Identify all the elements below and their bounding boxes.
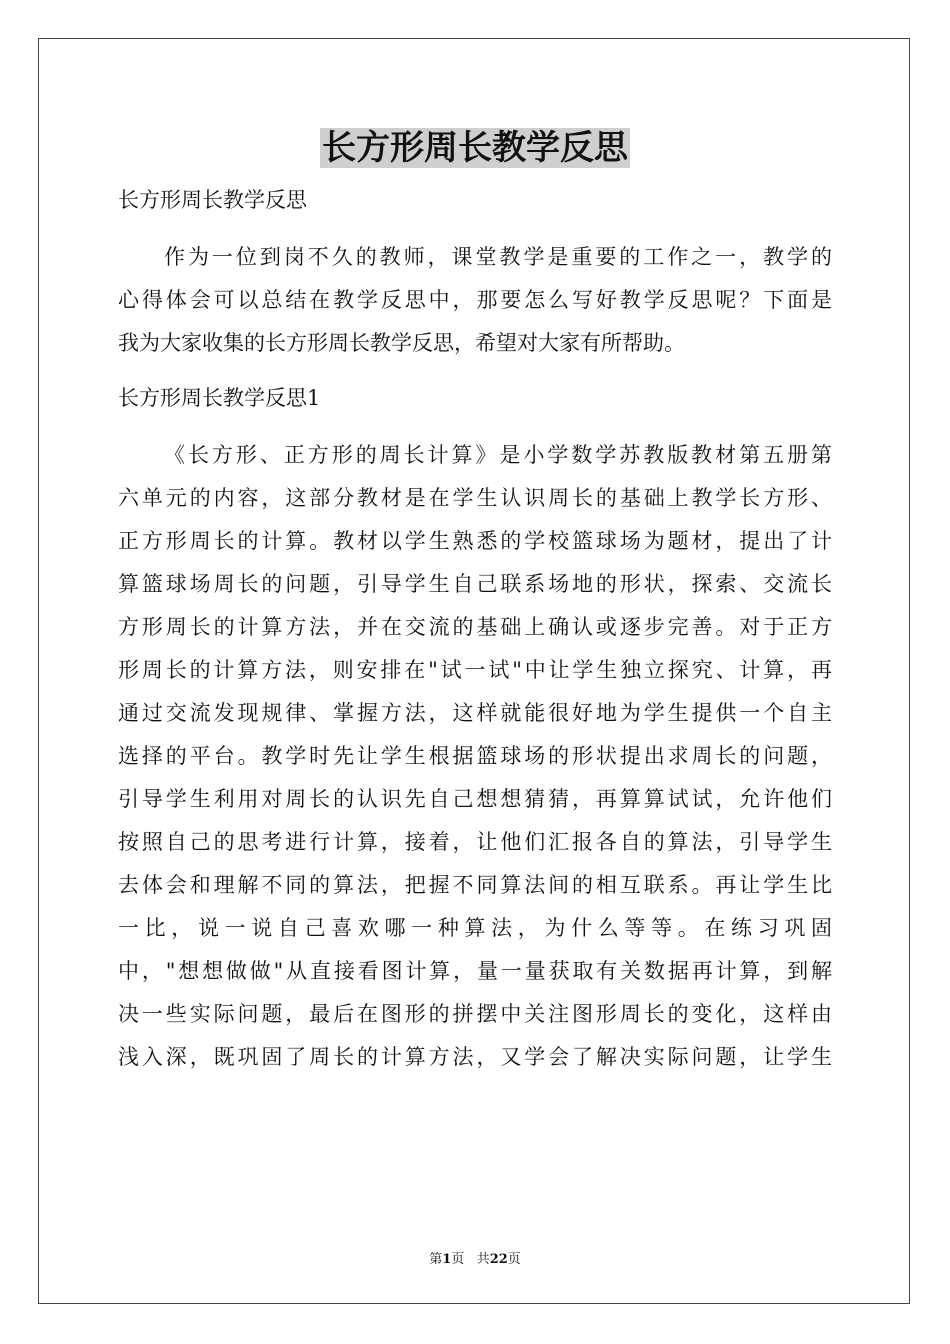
section-heading: 长方形周长教学反思1 (118, 386, 321, 410)
body-line: 决一些实际问题，最后在图形的拼摆中关注图形周长的变化，这样由 (118, 1002, 832, 1026)
body-line: 一比，说一说自己喜欢哪一种算法，为什么等等。在练习巩固 (118, 916, 832, 940)
body-line: 引导学生利用对周长的认识先自己想想猜猜，再算算试试，允许他们 (118, 787, 832, 811)
body-line: 形周长的计算方法，则安排在"试一试"中让学生独立探究、计算，再 (118, 658, 832, 682)
body-line: 选择的平台。教学时先让学生根据篮球场的形状提出求周长的问题， (118, 744, 832, 768)
page-number: 1 (442, 1252, 452, 1267)
intro-paragraph (118, 236, 832, 365)
body-line: 算篮球场周长的问题，引导学生自己联系场地的形状，探索、交流长 (118, 572, 832, 596)
total-prefix: 共 (476, 1252, 490, 1267)
document-body (118, 182, 832, 1079)
document-title: 长方形周长教学反思 (322, 128, 628, 168)
body-line: 正方形周长的计算。教材以学生熟悉的学校篮球场为题材，提出了计 (118, 529, 832, 553)
body-line: 《长方形、正方形的周长计算》是小学数学苏教版教材第五册第 (164, 443, 832, 467)
body-line: 去体会和理解不同的算法，把握不同算法间的相互联系。再让学生比 (118, 873, 832, 897)
body-line: 浅入深，既巩固了周长的计算方法，又学会了解决实际问题，让学生 (118, 1045, 832, 1069)
total-pages: 22 (489, 1252, 508, 1267)
intro-line: 作为一位到岗不久的教师，课堂教学是重要的工作之一，教学的 (164, 245, 832, 269)
body-line: 按照自己的思考进行计算，接着，让他们汇报各自的算法，引导学生 (118, 830, 832, 854)
total-suffix: 页 (507, 1252, 521, 1267)
body-line: 六单元的内容，这部分教材是在学生认识周长的基础上教学长方形、 (118, 486, 832, 510)
body-line: 中，"想想做做"从直接看图计算，量一量获取有关数据再计算，到解 (118, 959, 832, 983)
page-prefix: 第 (429, 1252, 443, 1267)
body-line: 方形周长的计算方法，并在交流的基础上确认或逐步完善。对于正方 (118, 615, 832, 639)
subtitle: 长方形周长教学反思 (118, 188, 307, 212)
intro-line: 心得体会可以总结在教学反思中，那要怎么写好教学反思呢？下面是 (118, 288, 832, 312)
intro-line: 我为大家收集的长方形周长教学反思，希望对大家有所帮助。 (118, 331, 685, 355)
page-suffix: 页 (451, 1252, 465, 1267)
body-line: 通过交流发现规律、掌握方法，这样就能很好地为学生提供一个自主 (118, 701, 832, 725)
body-paragraph (118, 434, 832, 1079)
page-footer (0, 1248, 950, 1267)
